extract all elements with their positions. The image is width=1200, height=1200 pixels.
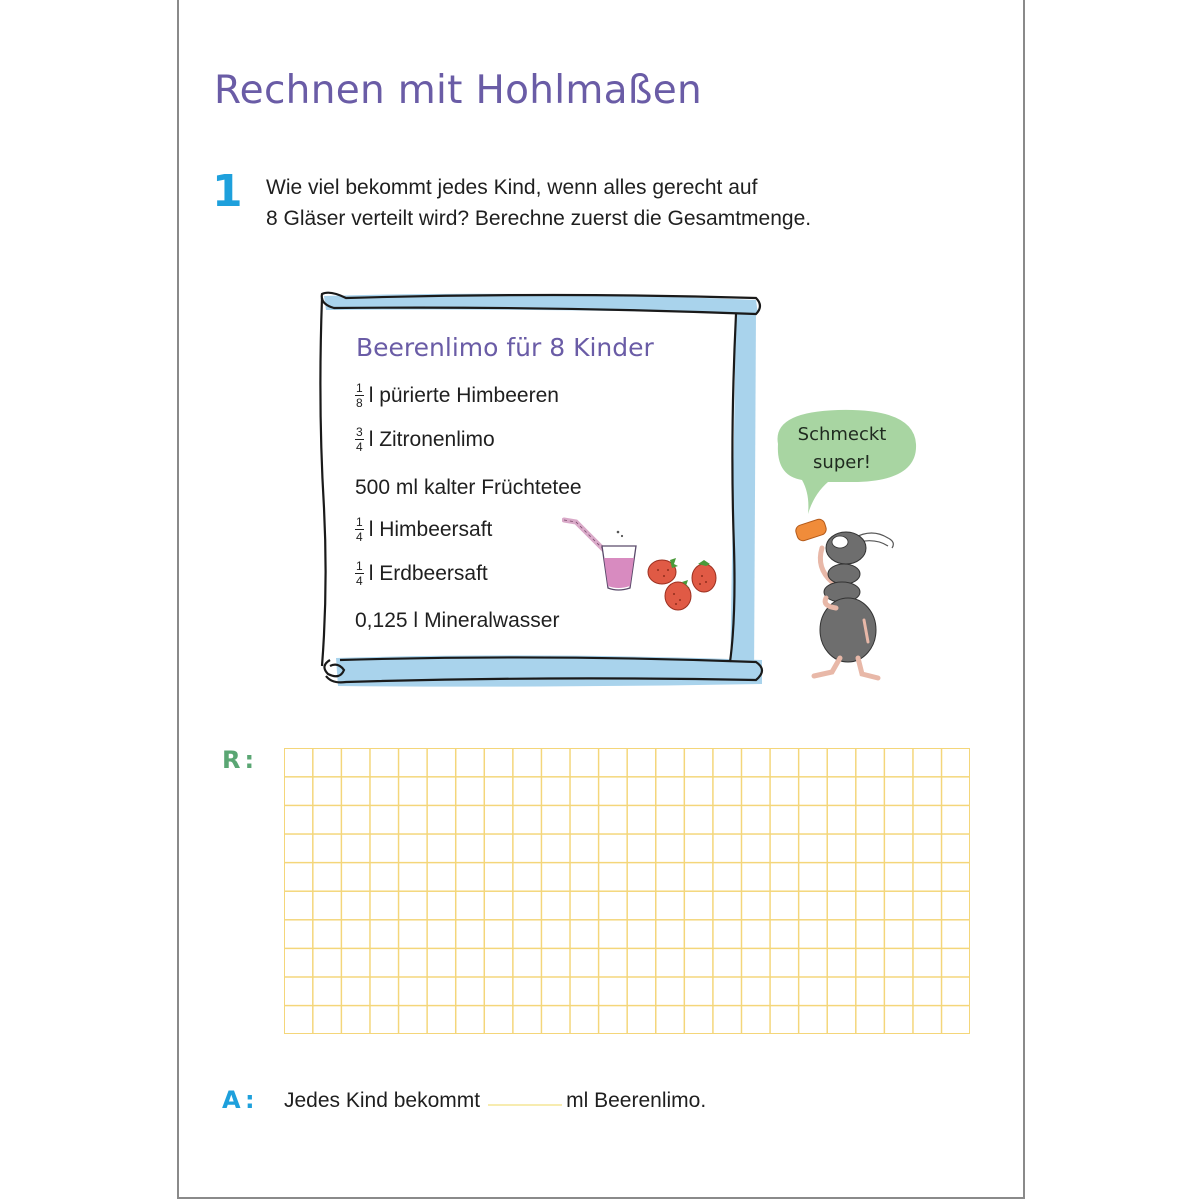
fraction: $\frac{1}{4}$ — [356, 515, 363, 544]
ingredient-amount: 0,125 l — [355, 609, 419, 632]
ant-character-icon — [792, 512, 912, 684]
drink-glass-icon — [562, 514, 644, 594]
ingredient-text: kalter Früchtetee — [424, 476, 582, 499]
ingredient-text: l pürierte Himbeeren — [368, 383, 559, 407]
answer-suffix: ml Beerenlimo. — [566, 1089, 707, 1112]
calculation-grid[interactable] — [284, 748, 970, 1034]
ingredient-amount: 500 ml — [355, 476, 419, 499]
ingredient-text: l Himbeersaft — [368, 517, 493, 541]
ingredient-text: l Zitronenlimo — [368, 427, 495, 451]
ingredient-item — [355, 382, 559, 409]
ingredient-item — [355, 476, 582, 500]
ingredient-item — [355, 516, 492, 543]
answer-blank-field[interactable] — [488, 1104, 562, 1106]
ingredient-item — [355, 426, 495, 453]
ingredient-item — [355, 609, 559, 633]
recipe-title: Beerenlimo für 8 Kinder — [356, 333, 654, 362]
answer-label: A: — [222, 1086, 259, 1114]
calculation-label: R: — [222, 746, 259, 774]
ingredient-item — [355, 560, 488, 587]
task-number: 1 — [212, 166, 243, 217]
strawberries-icon — [642, 552, 722, 616]
speech-bubble-text: Schmeckt super! — [797, 424, 887, 473]
task-line-2: 8 Gläser verteilt wird? Berechne zuerst die Gesamtmenge. — [266, 207, 812, 230]
fraction: $\frac{1}{8}$ — [356, 381, 363, 410]
task-instruction — [266, 172, 946, 234]
fraction: $\frac{3}{4}$ — [356, 425, 363, 454]
ingredient-text: Mineralwasser — [424, 609, 560, 632]
task-line-1: Wie viel bekommt jedes Kind, wenn alles gerecht auf — [266, 176, 758, 199]
answer-prefix: Jedes Kind bekommt — [284, 1089, 481, 1112]
ingredient-text: l Erdbeersaft — [368, 561, 488, 585]
fraction: $\frac{1}{4}$ — [356, 559, 363, 588]
page-title: Rechnen mit Hohlmaßen — [214, 68, 703, 113]
answer-sentence — [284, 1089, 706, 1113]
